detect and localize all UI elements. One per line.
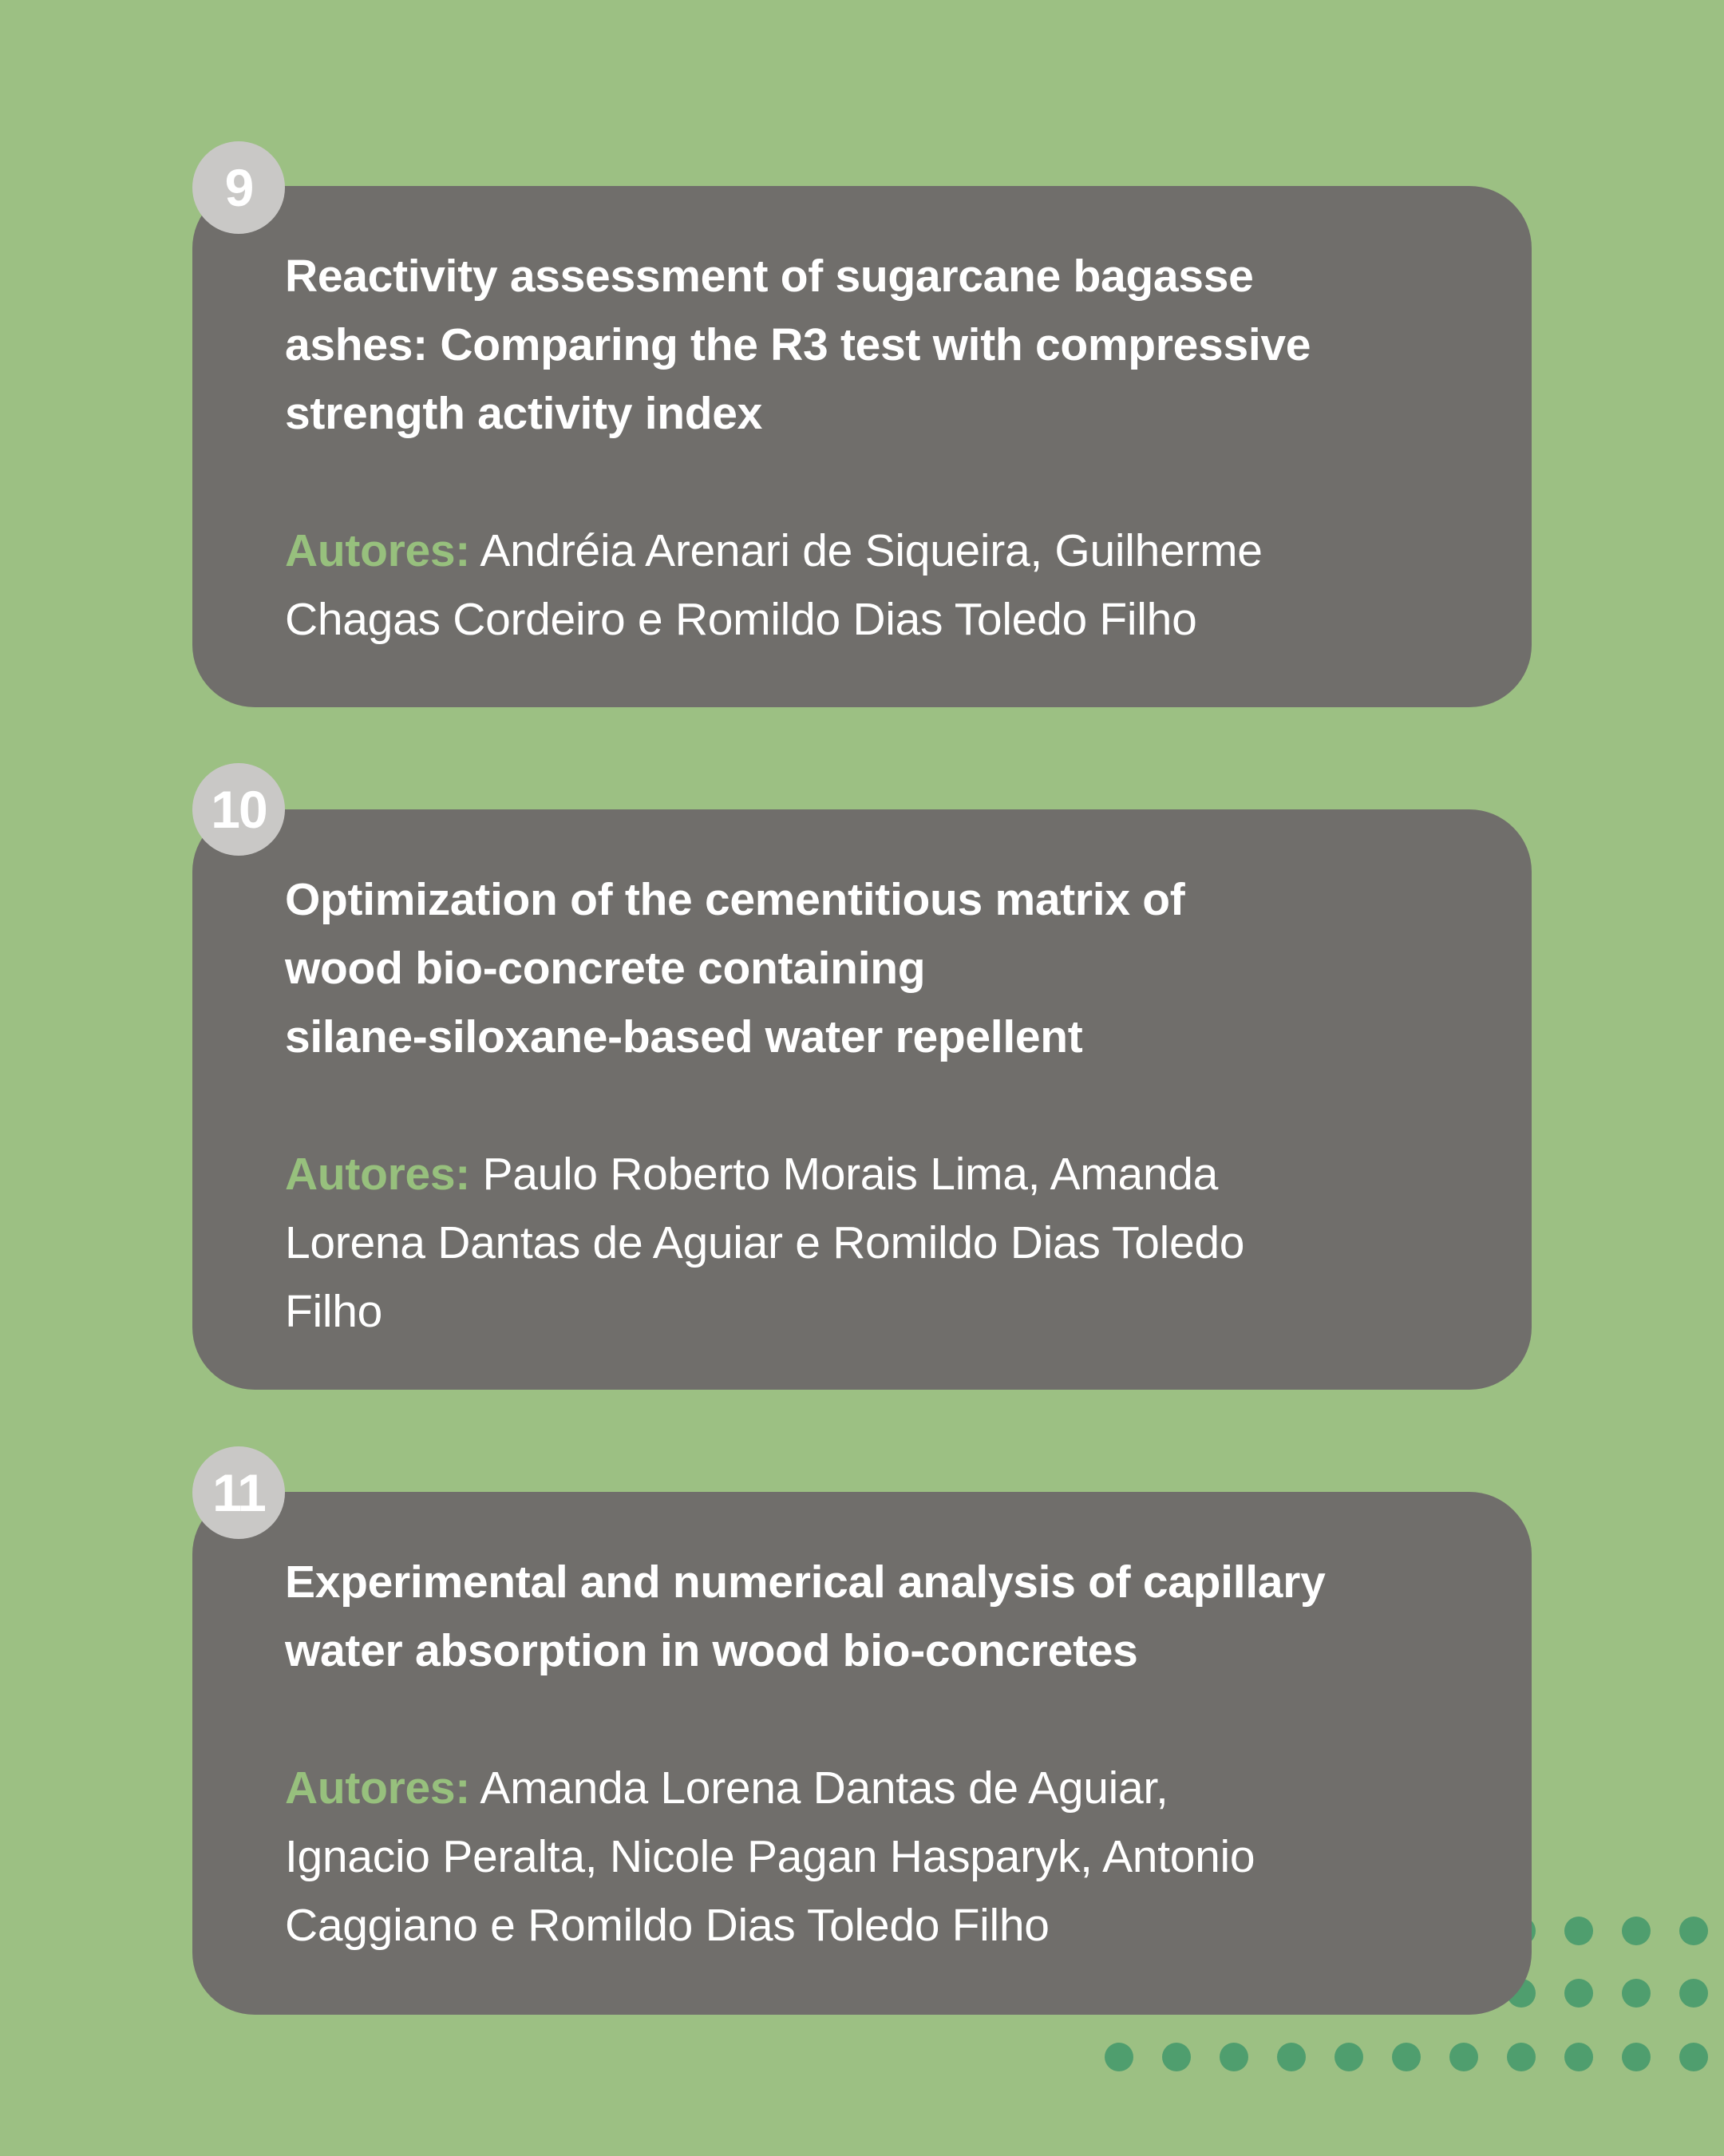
decorative-dot — [1162, 2043, 1191, 2071]
item-number-badge: 10 — [192, 763, 285, 856]
article-authors — [285, 1754, 1439, 1960]
decorative-dot — [1449, 2043, 1478, 2071]
authors-line: Ignacio Peralta, Nicole Pagan Hasparyk, Antonio — [285, 1831, 1255, 1882]
decorative-dot — [1622, 2043, 1651, 2071]
title-line: Reactivity assessment of sugarcane bagasse — [285, 251, 1254, 302]
title-line: water absorption in wood bio-concretes — [285, 1625, 1138, 1676]
authors-line: Lorena Dantas de Aguiar e Romildo Dias Toledo — [285, 1217, 1245, 1268]
decorative-dot — [1335, 2043, 1363, 2071]
authors-line: Paulo Roberto Morais Lima, Amanda — [469, 1149, 1219, 1200]
decorative-dot — [1220, 2043, 1248, 2071]
article-card-11 — [192, 1492, 1532, 2015]
decorative-dot — [1622, 1917, 1651, 1945]
authors-label: Autores: — [285, 1762, 470, 1814]
decorative-dot — [1679, 1917, 1708, 1945]
decorative-dot — [1679, 1979, 1708, 2008]
decorative-dot — [1277, 2043, 1306, 2071]
decorative-dot — [1105, 2043, 1133, 2071]
article-title — [285, 1548, 1439, 1685]
decorative-dot — [1507, 2043, 1536, 2071]
decorative-dot — [1392, 2043, 1421, 2071]
decorative-dot — [1679, 2043, 1708, 2071]
authors-label: Autores: — [285, 525, 470, 576]
item-number-badge: 11 — [192, 1446, 285, 1539]
authors-label: Autores: — [285, 1149, 470, 1200]
decorative-dot — [1622, 1979, 1651, 2008]
decorative-dot — [1564, 1917, 1593, 1945]
item-number-badge: 9 — [192, 141, 285, 234]
title-line: ashes: Comparing the R3 test with compressive — [285, 319, 1311, 370]
authors-line: Filho — [285, 1286, 383, 1337]
authors-line: Caggiano e Romildo Dias Toledo Filho — [285, 1900, 1050, 1951]
decorative-dot — [1564, 2043, 1593, 2071]
authors-line: Amanda Lorena Dantas de Aguiar, — [469, 1762, 1168, 1814]
authors-line: Andréia Arenari de Siqueira, Guilherme — [469, 525, 1263, 576]
title-line: strength activity index — [285, 388, 763, 439]
authors-line: Chagas Cordeiro e Romildo Dias Toledo Filho — [285, 594, 1197, 645]
title-line: silane-siloxane-based water repellent — [285, 1011, 1083, 1062]
decorative-dot — [1564, 1979, 1593, 2008]
title-line: Experimental and numerical analysis of capillary — [285, 1557, 1326, 1608]
title-line: wood bio-concrete containing — [285, 943, 926, 994]
title-line: Optimization of the cementitious matrix of — [285, 874, 1185, 925]
